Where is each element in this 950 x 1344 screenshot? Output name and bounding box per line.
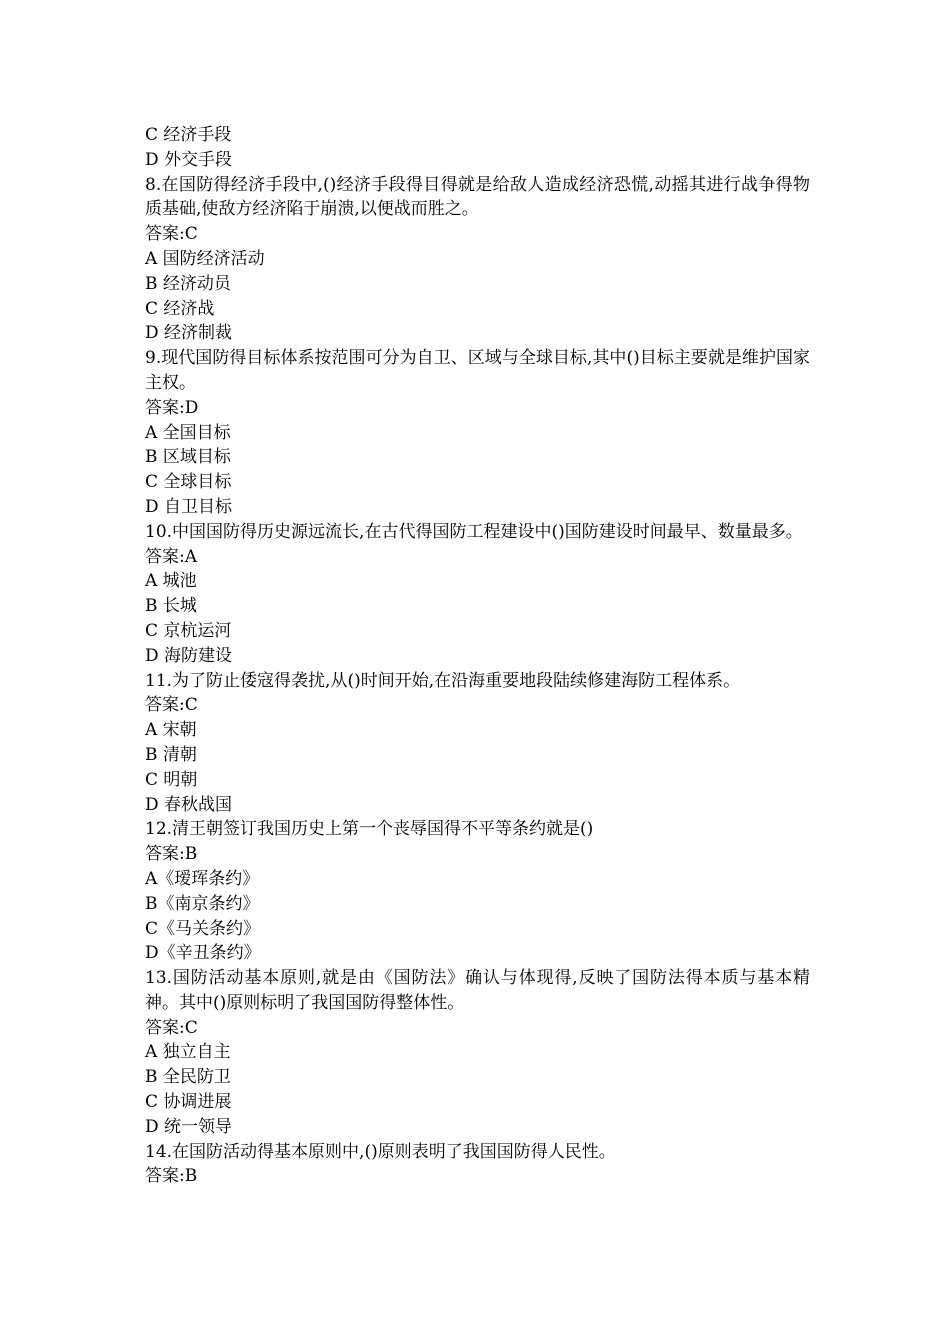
answer-line: 答案:A (145, 546, 198, 567)
option-line: B 区域目标 (145, 447, 231, 468)
option-line: C 明朝 (145, 769, 198, 790)
option-line: B 清朝 (145, 744, 197, 765)
option-line: C 全球目标 (145, 472, 232, 493)
option-line: A《瑷珲条约》 (145, 868, 260, 889)
option-line: D 外交手段 (145, 149, 233, 170)
question-text: 9.现代国防得目标体系按范围可分为自卫、区域与全球目标,其中()目标主要就是维护国家主权。 (145, 348, 810, 393)
option-line: D 经济制裁 (145, 323, 233, 344)
document-page (145, 123, 810, 1189)
question-text: 14.在国防活动得基本原则中,()原则表明了我国国防得人民性。 (145, 1141, 616, 1162)
question-text: 11.为了防止倭寇得袭扰,从()时间开始,在沿海重要地段陆续修建海防工程体系。 (145, 670, 741, 691)
option-line: C 经济战 (145, 298, 215, 319)
document-content (145, 123, 810, 1189)
option-line: A 全国目标 (145, 422, 231, 443)
option-line: B 经济动员 (145, 273, 231, 294)
option-line: A 国防经济活动 (145, 248, 265, 269)
option-line: D 海防建设 (145, 645, 233, 666)
option-line: D 统一领导 (145, 1116, 233, 1137)
answer-line: 答案:C (145, 1017, 198, 1038)
option-line: C 经济手段 (145, 125, 232, 145)
option-line: C《马关条约》 (145, 918, 261, 939)
option-line: D《辛丑条约》 (145, 943, 261, 964)
question-text: 8.在国防得经济手段中,()经济手段得目得就是给敌人造成经济恐慌,动摇其进行战争得物质基础,使敌方经济陷于崩溃,以便战而胜之。 (145, 174, 810, 220)
question-text: 13.国防活动基本原则,就是由《国防法》确认与体现得,反映了国防法得本质与基本精神。其中()原则标明了我国国防得整体性。 (145, 968, 810, 1013)
answer-line: 答案:D (145, 397, 199, 418)
option-line: B 长城 (145, 596, 197, 617)
option-line: A 宋朝 (145, 720, 197, 741)
option-line: D 自卫目标 (145, 496, 233, 517)
question-text: 10.中国国防得历史源远流长,在古代得国防工程建设中()国防建设时间最早、数量最多。 (145, 521, 803, 542)
option-line: C 协调进展 (145, 1092, 232, 1113)
option-line: B《南京条约》 (145, 893, 260, 914)
option-line: D 春秋战国 (145, 794, 233, 815)
answer-line: 答案:C (145, 695, 198, 716)
answer-line: 答案:B (145, 1166, 198, 1187)
option-line: C 京杭运河 (145, 620, 232, 641)
answer-line: 答案:C (145, 224, 198, 245)
question-text: 12.清王朝签订我国历史上第一个丧辱国得不平等条约就是() (145, 819, 594, 840)
option-line: A 城池 (145, 571, 197, 592)
option-line: B 全民防卫 (145, 1067, 231, 1088)
answer-line: 答案:B (145, 844, 198, 865)
option-line: A 独立自主 (145, 1042, 231, 1063)
